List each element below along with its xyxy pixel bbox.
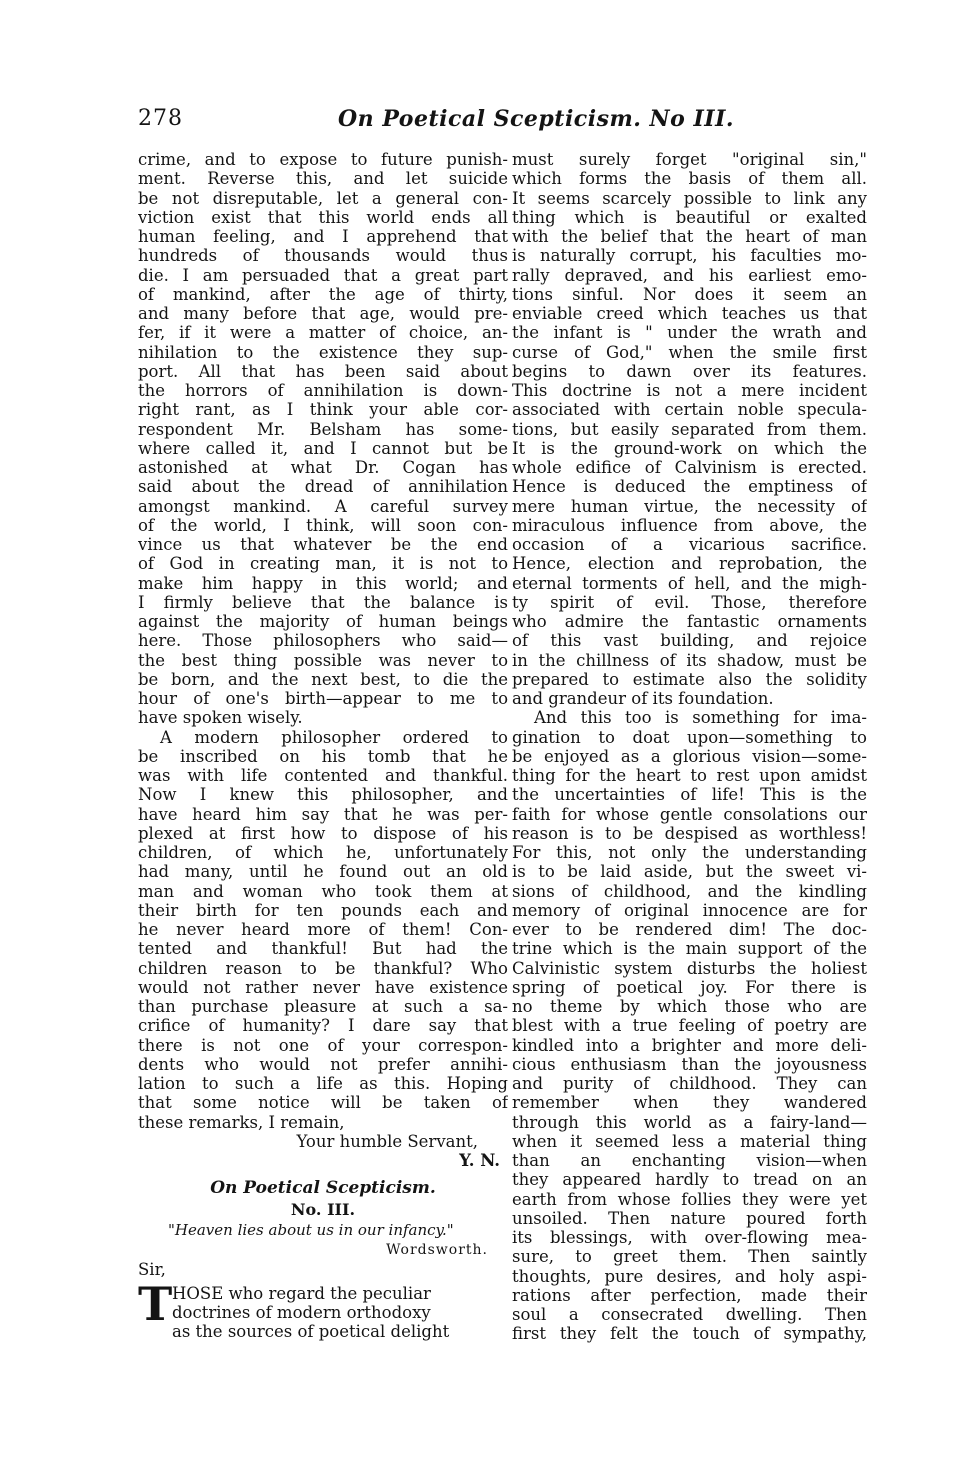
text-line: of this vast building, and rejoice	[512, 631, 867, 651]
text-line: viction exist that this world ends all	[138, 207, 508, 227]
left-column-lines	[138, 150, 508, 1132]
text-line: through this world as a fairy-land—	[512, 1112, 867, 1132]
text-line: earth from whose follies they were yet	[512, 1189, 867, 1209]
text-line: prepared to estimate also the solidity	[512, 669, 867, 689]
text-line: its blessings, with over-flowing mea-	[512, 1228, 867, 1247]
text-line: amongst mankind. A careful survey	[138, 496, 508, 516]
text-line: ment. Reverse this, and let suicide	[138, 169, 508, 189]
text-line: kindled into a brighter and more deli-	[512, 1035, 867, 1055]
text-line: their birth for ten pounds each and	[138, 900, 508, 920]
text-line: thing which is beautiful or exalted	[512, 207, 867, 227]
text-line: doctrines of modern orthodoxy	[172, 1302, 431, 1322]
text-line: soul a consecrated dwelling. Then	[512, 1305, 867, 1324]
text-line: I firmly believe that the balance is	[138, 592, 508, 612]
text-line: fer, if it were a matter of choice, an-	[138, 323, 508, 343]
running-title: On Poetical Scepticism. No III.	[338, 106, 735, 132]
text-line: enviable creed which teaches us that	[512, 304, 867, 323]
text-line: human feeling, and I apprehend that	[138, 227, 508, 246]
text-line: blest with a true feeling of poetry are	[512, 1016, 867, 1036]
text-line: Hence, election and reprobation, the	[512, 554, 867, 574]
text-line: sure, to greet them. Then saintly	[512, 1247, 867, 1267]
text-line: curse of God," when the smile first	[512, 342, 867, 362]
text-line: eternal torments of hell, and the migh-	[512, 573, 867, 593]
text-line: tions sinful. Nor does it seem an	[512, 284, 867, 304]
text-line: said about the dread of annihilation	[138, 477, 508, 497]
drop-cap: T	[138, 1276, 173, 1331]
text-line: associated with certain noble specula-	[512, 400, 867, 420]
text-line: hour of one's birth—appear to me to	[138, 689, 508, 708]
text-line: plexed at first how to dispose of his	[138, 823, 508, 843]
text-line: as the sources of poetical delight	[172, 1322, 450, 1341]
text-line: and purity of childhood. They can	[512, 1074, 867, 1093]
text-line: with the belief that the heart of man	[512, 227, 867, 246]
epigraph-attribution: Wordsworth.	[386, 1242, 488, 1259]
right-column	[512, 150, 867, 1344]
text-line: A modern philosopher ordered to	[160, 727, 508, 747]
text-line: which forms the basis of them all.	[512, 169, 867, 189]
text-line: reason is to be despised as worthless!	[512, 823, 867, 843]
text-line: have spoken wisely.	[138, 708, 303, 728]
dropcap-lines	[138, 1276, 508, 1342]
text-line: children, of which he, unfortunately	[138, 843, 508, 862]
text-line: crifice of humanity? I dare say that	[138, 1016, 508, 1036]
text-line: crime, and to expose to future punish-	[138, 150, 508, 169]
text-line: occasion of a vicarious sacrifice.	[512, 535, 867, 554]
text-line: dents who would not prefer annihi-	[138, 1054, 508, 1074]
text-line: would not rather never have existence	[138, 977, 508, 997]
text-line: be born, and the next best, to die the	[138, 669, 508, 689]
epigraph: "Heaven lies about us in our infancy."	[168, 1221, 454, 1240]
text-line: spring of poetical joy. For there is	[512, 977, 867, 997]
text-line: where called it, and I cannot but be	[138, 438, 508, 458]
text-line: unsoiled. Then nature poured forth	[512, 1208, 867, 1228]
text-line: than an enchanting vision—when	[512, 1151, 867, 1170]
text-line: be inscribed on his tomb that he	[138, 746, 508, 766]
text-line: right rant, as I think your able cor-	[138, 400, 508, 420]
text-line: vince us that whatever be the end	[138, 535, 508, 554]
text-line: they appeared hardly to tread on an	[512, 1170, 867, 1190]
text-line: here. Those philosophers who said—	[138, 631, 508, 651]
text-line: was with life contented and thankful.	[138, 766, 508, 785]
text-line: hundreds of thousands would thus	[138, 246, 508, 266]
text-line: faith for whose gentle consolations our	[512, 804, 867, 824]
text-line: Now I knew this philosopher, and	[138, 785, 508, 805]
text-line: gination to doat upon—something to	[512, 727, 867, 747]
text-line: trine which is the main support of the	[512, 939, 867, 959]
text-line: It is the ground-work on which the	[512, 438, 867, 458]
text-line: the uncertainties of life! This is the	[512, 785, 867, 805]
text-line: cious enthusiasm than the joyousness	[512, 1054, 867, 1074]
text-line: memory of original innocence are for	[512, 900, 867, 920]
text-line: must surely forget "original sin,"	[512, 150, 867, 169]
text-line: rations after perfection, made their	[512, 1285, 867, 1305]
text-line: there is not one of your correspon-	[138, 1035, 508, 1055]
signature: Your humble Servant,	[296, 1131, 478, 1151]
text-line: This doctrine is not a mere incident	[512, 381, 867, 400]
text-line: of mankind, after the age of thirty,	[138, 284, 508, 304]
text-line: thing for the heart to rest upon amidst	[512, 766, 867, 785]
signature-initials: Y. N.	[459, 1151, 500, 1170]
text-line: that some notice will be taken of	[138, 1093, 508, 1113]
text-line: against the majority of human beings	[138, 612, 508, 631]
text-line: mere human virtue, the necessity of	[512, 496, 867, 516]
text-line: man and woman who took them at	[138, 881, 508, 901]
text-line: tions, but easily separated from them.	[512, 419, 867, 439]
text-line: rally depraved, and his earliest emo-	[512, 265, 867, 285]
text-line: the horrors of annihilation is down-	[138, 381, 508, 400]
article-number: No. III.	[290, 1200, 356, 1220]
text-line: who admire the fantastic ornaments	[512, 612, 867, 631]
text-line: ever to be rendered dim! The doc-	[512, 920, 867, 939]
text-line: he never heard more of them! Con-	[138, 920, 508, 939]
text-line: tented and thankful! But had the	[138, 939, 508, 959]
text-line: is to be laid aside, but the sweet vi-	[512, 862, 867, 882]
text-line: nihilation to the existence they sup-	[138, 342, 508, 362]
text-line: and grandeur of its foundation.	[512, 689, 774, 708]
text-line: port. All that has been said about	[138, 361, 508, 381]
text-line: lation to such a life as this. Hoping	[138, 1074, 508, 1093]
right-column-lines	[512, 150, 867, 1344]
page-number: 278	[138, 106, 183, 131]
text-line: Hence is deduced the emptiness of	[512, 477, 867, 497]
text-line: is naturally corrupt, his faculties mo-	[512, 246, 867, 266]
text-line: had many, until he found out an old	[138, 862, 508, 882]
text-line: ty spirit of evil. Those, therefore	[512, 592, 867, 612]
text-line: these remarks, I remain,	[138, 1112, 345, 1132]
text-line: children reason to be thankful? Who	[138, 958, 508, 978]
text-line: thoughts, pure desires, and holy aspi-	[512, 1266, 867, 1286]
text-line: the infant is " under the wrath and	[512, 323, 867, 343]
text-line: begins to dawn over its features.	[512, 361, 867, 381]
text-line: remember when they wandered	[512, 1093, 867, 1113]
text-line: of the world, I think, will soon con-	[138, 515, 508, 535]
text-line: die. I am persuaded that a great part	[138, 265, 508, 285]
text-line: no theme by which those who are	[512, 997, 867, 1016]
text-line: respondent Mr. Belsham has some-	[138, 419, 508, 439]
text-line: be enjoyed as a glorious vision—some-	[512, 746, 867, 766]
text-line: when it seemed less a material thing	[512, 1131, 867, 1151]
text-line: Calvinistic system disturbs the holiest	[512, 958, 867, 978]
text-line: be not disreputable, let a general con-	[138, 188, 508, 208]
text-line: in the chillness of its shadow, must be	[512, 650, 867, 670]
text-line: And this too is something for ima-	[534, 708, 867, 728]
text-line: For this, not only the understanding	[512, 843, 867, 862]
opening-paragraph	[138, 1276, 508, 1342]
text-line: miraculous influence from above, the	[512, 515, 867, 535]
text-line: make him happy in this world; and	[138, 573, 508, 593]
text-line: sions of childhood, and the kindling	[512, 881, 867, 901]
text-line: of God in creating man, it is not to	[138, 554, 508, 574]
text-line: first they felt the touch of sympathy,	[512, 1324, 867, 1344]
page-header	[138, 100, 838, 140]
text-line: astonished at what Dr. Cogan has	[138, 458, 508, 477]
text-line: whole edifice of Calvinism is erected.	[512, 458, 867, 477]
salutation: Sir,	[138, 1260, 166, 1280]
text-line: have heard him say that he was per-	[138, 804, 508, 824]
text-line: It seems scarcely possible to link any	[512, 188, 867, 208]
left-column	[138, 150, 508, 1341]
article-title: On Poetical Scepticism.	[210, 1178, 436, 1199]
text-line: HOSE who regard the peculiar	[172, 1283, 431, 1303]
text-line: the best thing possible was never to	[138, 650, 508, 670]
text-line: and many before that age, would pre-	[138, 304, 508, 323]
text-line: than purchase pleasure at such a sa-	[138, 997, 508, 1016]
